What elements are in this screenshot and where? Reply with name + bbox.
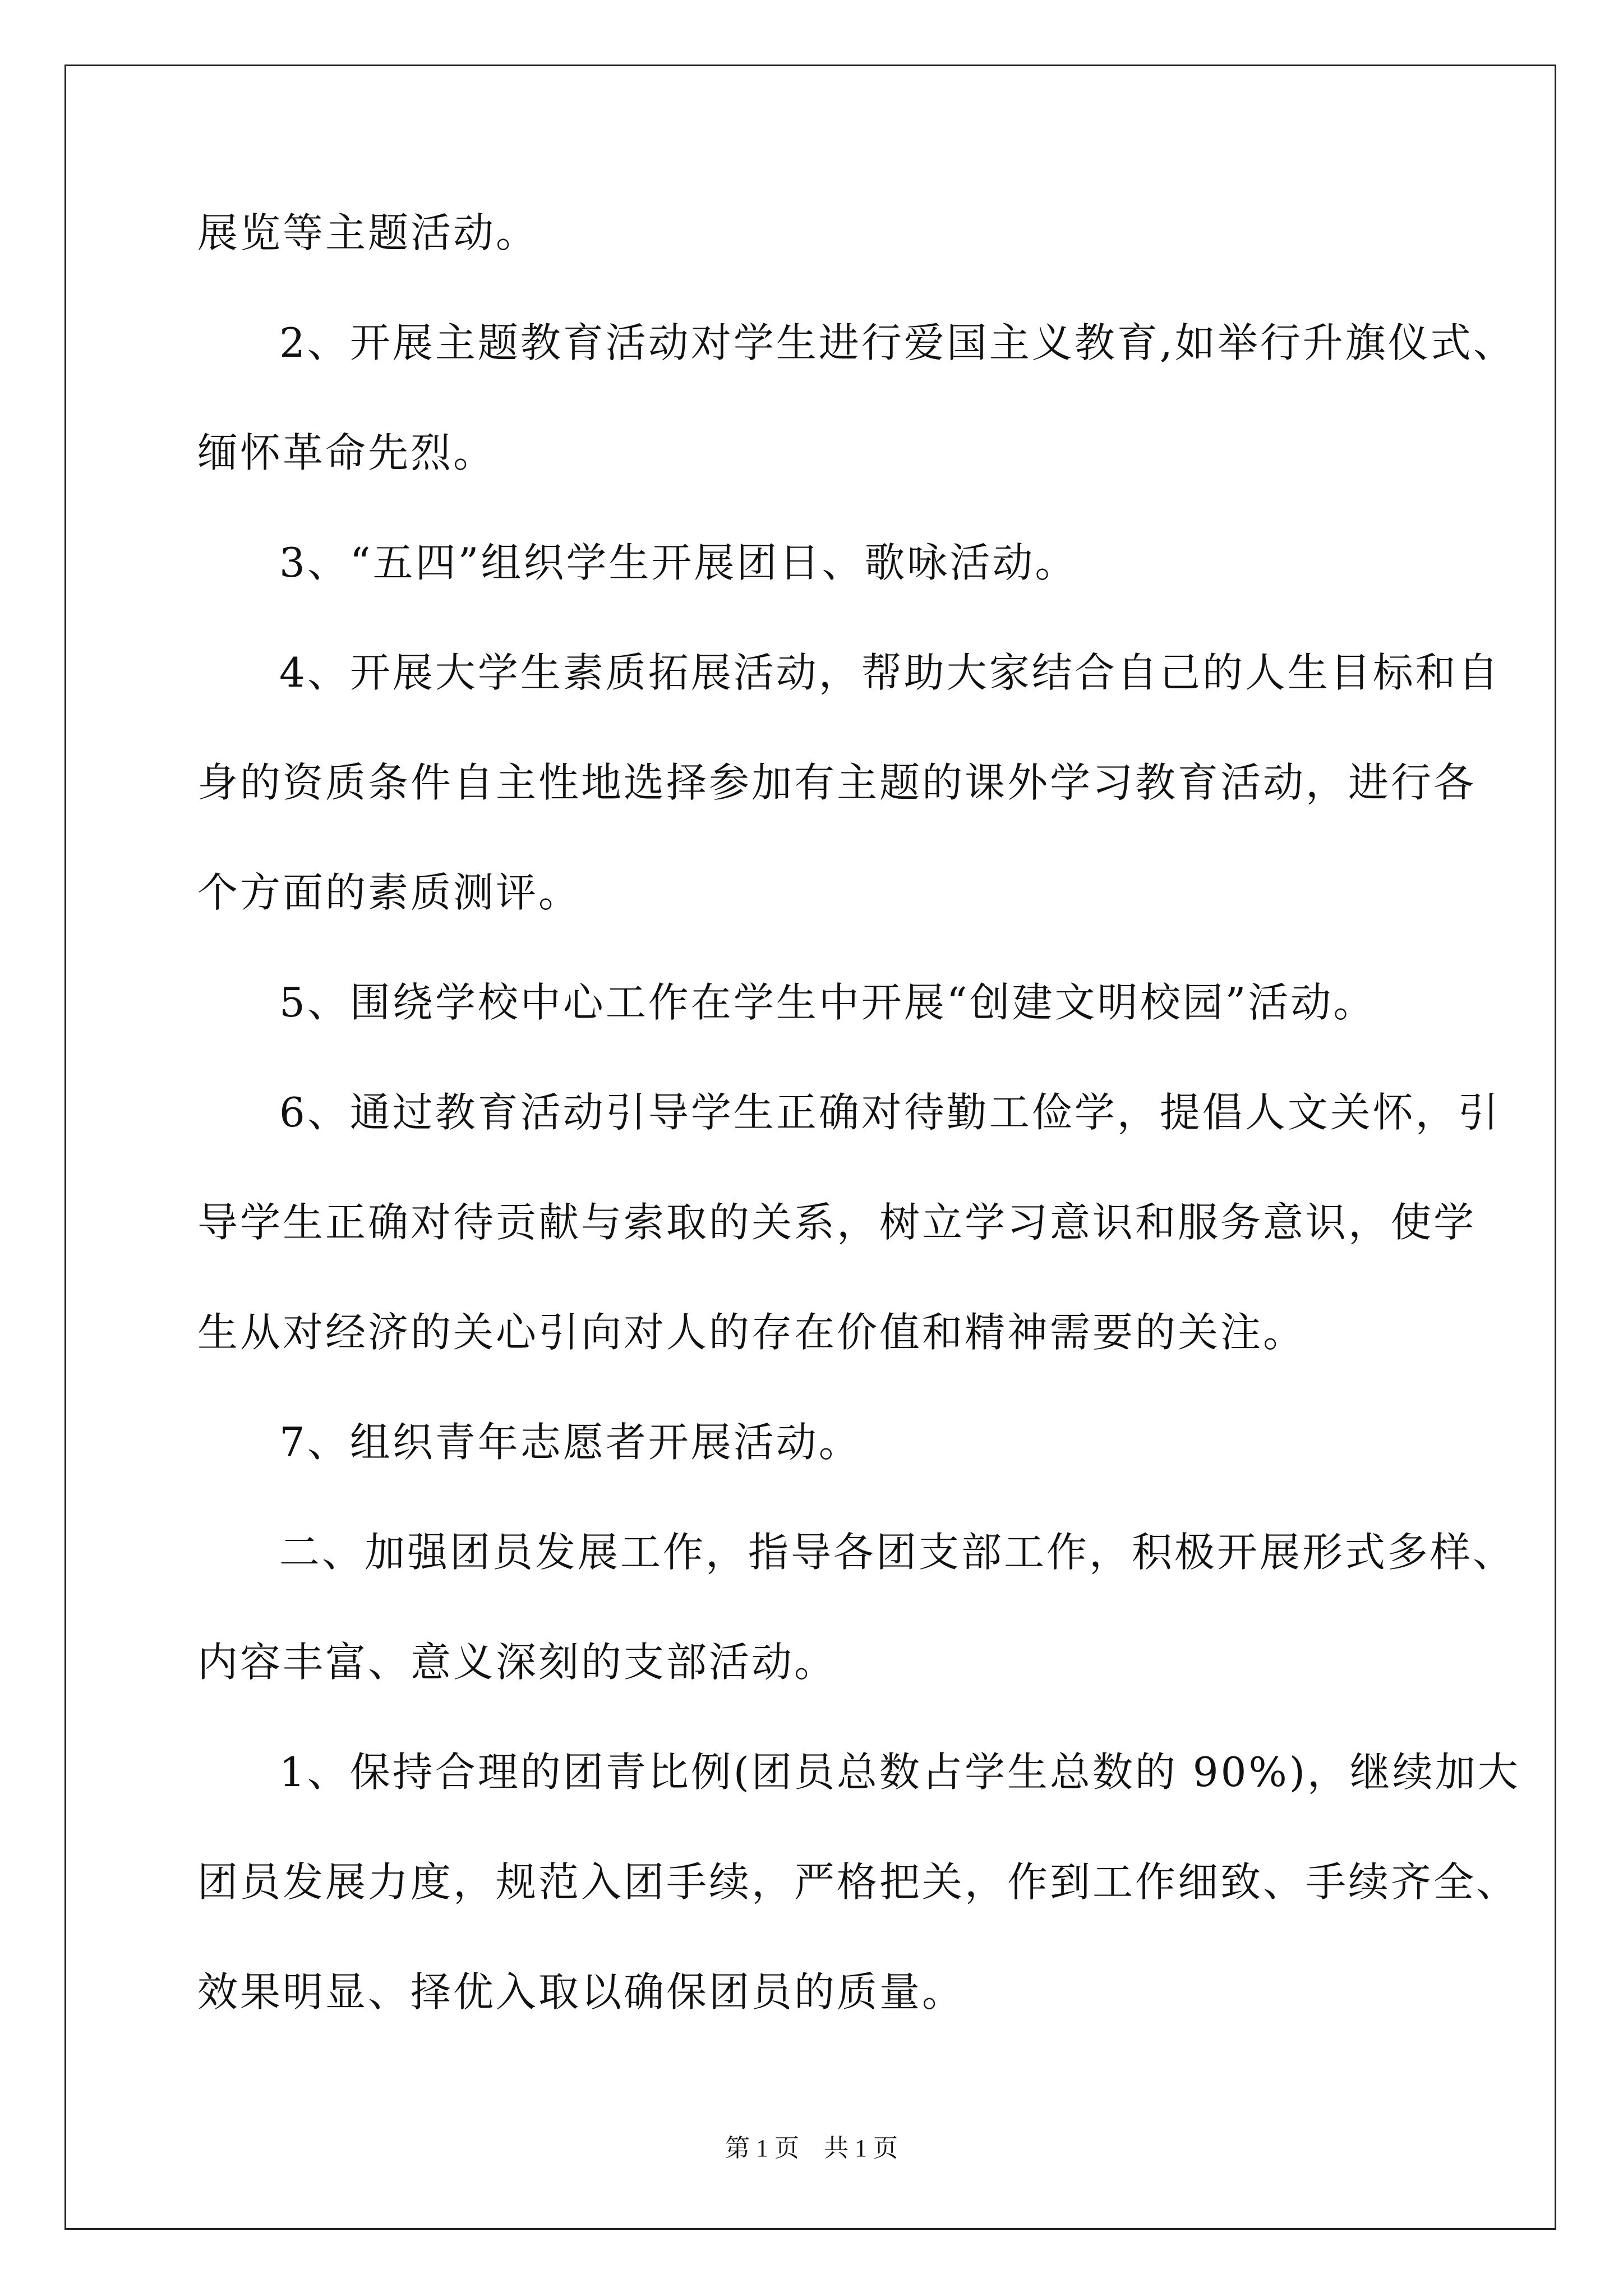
text-line: 二、加强团员发展工作，指导各团支部工作，积极开展形式多样、 (279, 1529, 1516, 1576)
text-line: 4、开展大学生素质拓展活动，帮助大家结合自己的人生目标和自 (279, 649, 1501, 696)
text-line: 2、开展主题教育活动对学生进行爱国主义教育,如举行升旗仪式、 (279, 319, 1516, 366)
text-line: 3、“五四”组织学生开展团日、歌咏活动。 (279, 539, 1078, 586)
text-line: 内容丰富、意义深刻的支部活动。 (197, 1639, 837, 1686)
text-line: 7、组织青年志愿者开展活动。 (279, 1419, 861, 1466)
document-body (197, 202, 1520, 2071)
text-line: 身的资质条件自主性地选择参加有主题的课外学习教育活动，进行各 (197, 759, 1477, 806)
text-line: 5、围绕学校中心工作在学生中开展“创建文明校园”活动。 (279, 979, 1376, 1026)
text-line: 个方面的素质测评。 (197, 869, 582, 916)
text-line: 效果明显、择优入取以确保团员的质量。 (197, 1968, 965, 2016)
text-line: 6、通过教育活动引导学生正确对待勤工俭学，提倡人文关怀，引 (279, 1089, 1501, 1136)
text-line: 团员发展力度，规范入团手续，严格把关，作到工作细致、手续齐全、 (197, 1858, 1519, 1906)
text-line: 展览等主题活动。 (197, 209, 539, 256)
text-line: 导学生正确对待贡献与索取的关系，树立学习意识和服务意识，使学 (197, 1199, 1477, 1246)
page-footer: 第 1 页 共 1 页 (725, 2134, 898, 2162)
text-line: 1、保持合理的团青比例(团员总数占学生总数的 90%)，继续加大 (279, 1749, 1520, 1796)
text-line: 缅怀革命先烈。 (197, 429, 496, 476)
text-line: 生从对经济的关心引向对人的存在价值和精神需要的关注。 (197, 1309, 1306, 1356)
